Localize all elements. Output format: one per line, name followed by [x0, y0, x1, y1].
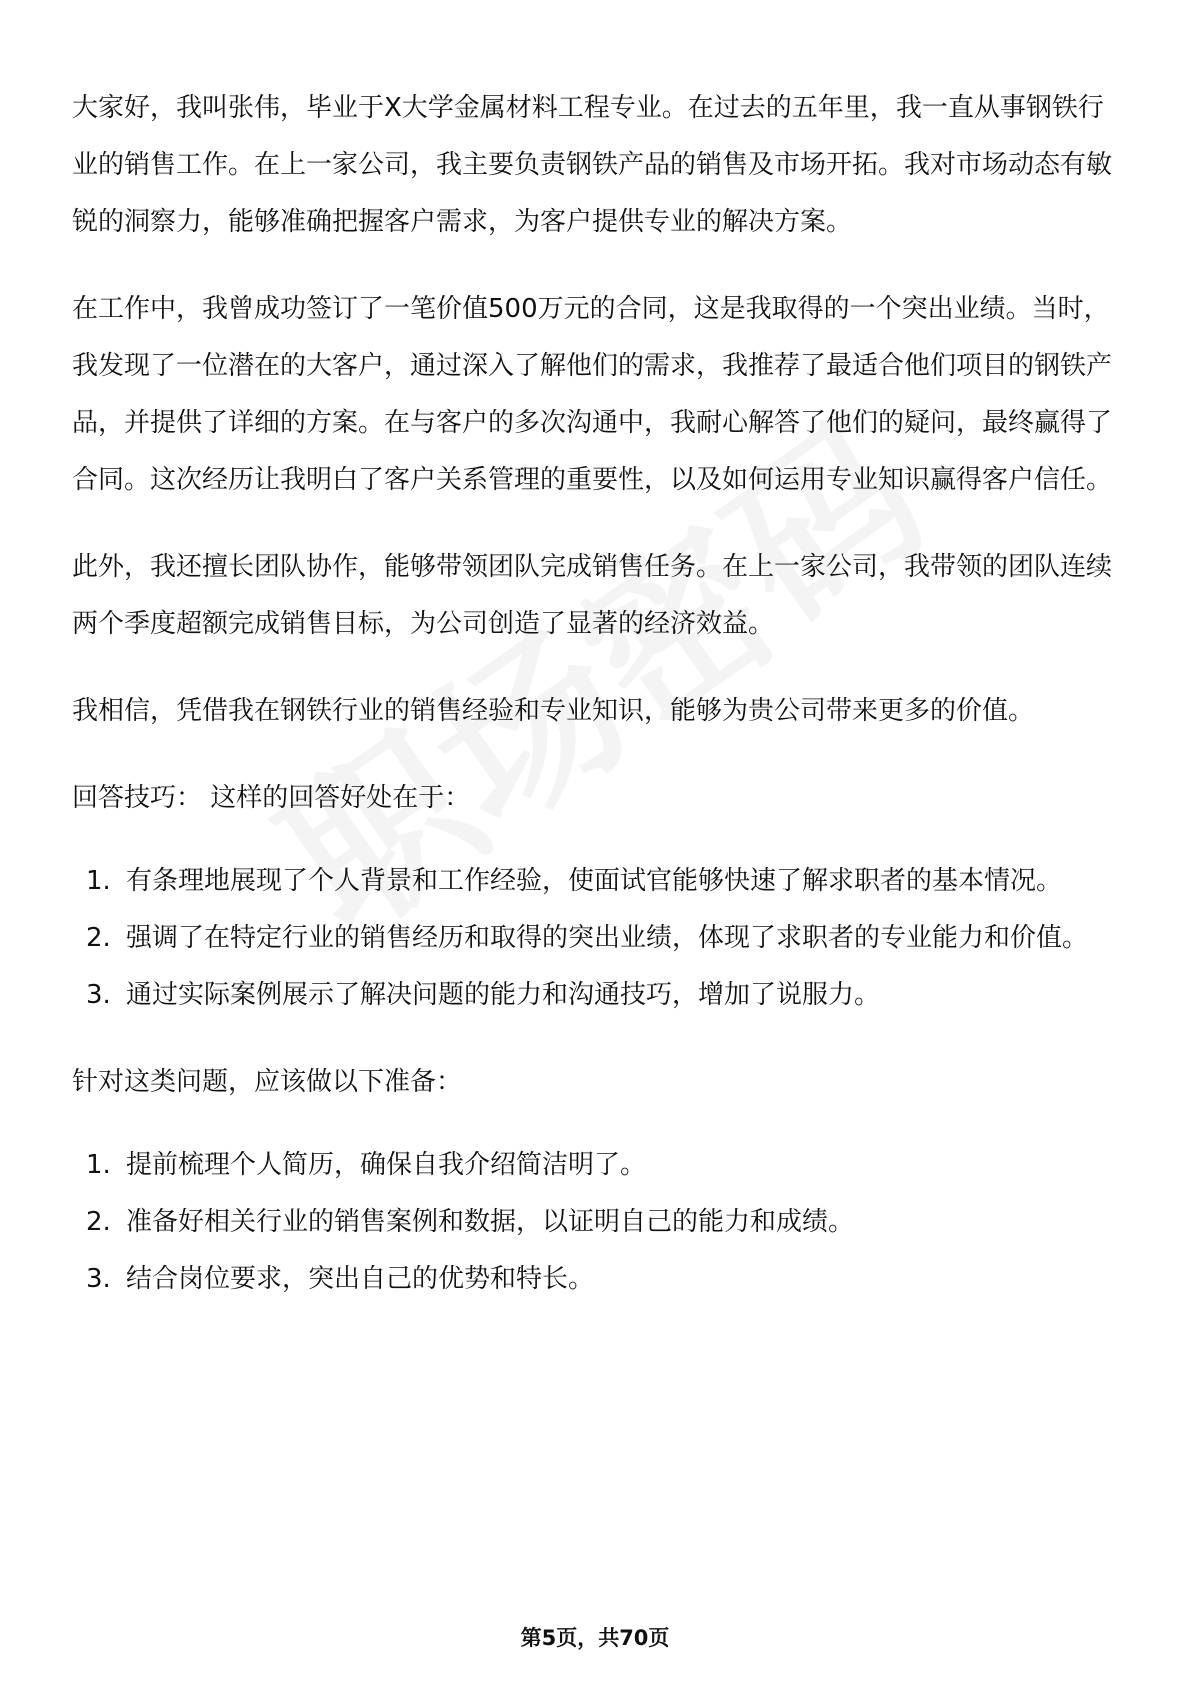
list-number: 3.	[86, 980, 111, 1010]
list-item-text: 提前梳理个人简历，确保自我介绍简洁明了。	[126, 1150, 647, 1180]
list-number: 1.	[86, 1150, 111, 1180]
list-item	[72, 1251, 1122, 1308]
prep-heading: 针对这类问题，应该做以下准备：	[72, 1067, 463, 1097]
list-item-text: 准备好相关行业的销售案例和数据，以证明自己的能力和成绩。	[126, 1207, 855, 1237]
paragraph-intro: 大家好，我叫张伟，毕业于X大学金属材料工程专业。在过去的五年里，我一直从事钢铁行业的销售工作。在上一家公司，我主要负责钢铁产品的销售及市场开拓。我对市场动态有敏锐的洞察力，能够准确把握客户需求，为客户提供专业的解决方案。	[72, 93, 1113, 237]
page-number: 第5页，共70页	[520, 1626, 670, 1650]
list-item-text: 强调了在特定行业的销售经历和取得的突出业绩，体现了求职者的专业能力和价值。	[126, 923, 1089, 953]
tips-list	[72, 853, 1122, 1024]
list-number: 2.	[86, 1207, 111, 1237]
tips-heading: 回答技巧： 这样的回答好处在于：	[72, 783, 471, 813]
list-item-text: 有条理地展现了个人背景和工作经验，使面试官能够快速了解求职者的基本情况。	[126, 866, 1063, 896]
list-item	[72, 910, 1122, 967]
list-item	[72, 1194, 1122, 1251]
prep-list	[72, 1137, 1122, 1308]
list-item-text: 通过实际案例展示了解决问题的能力和沟通技巧，增加了说服力。	[126, 980, 881, 1010]
list-number: 3.	[86, 1264, 111, 1294]
list-item	[72, 1137, 1122, 1194]
list-item-text: 结合岗位要求，突出自己的优势和特长。	[126, 1264, 595, 1294]
list-item	[72, 853, 1122, 910]
list-item	[72, 967, 1122, 1024]
paragraph-achievement: 在工作中，我曾成功签订了一笔价值500万元的合同，这是我取得的一个突出业绩。当时，我发现了一位潜在的大客户，通过深入了解他们的需求，我推荐了最适合他们项目的钢铁产品，并提供了详细的方案。在与客户的多次沟通中，我耐心解答了他们的疑问，最终赢得了合同。这次经历让我明白了客户关系管理的重要性，以及如何运用专业知识赢得客户信任。	[72, 294, 1113, 495]
list-number: 1.	[86, 866, 111, 896]
list-number: 2.	[86, 923, 111, 953]
paragraph-conclusion: 我相信，凭借我在钢铁行业的销售经验和专业知识，能够为贵公司带来更多的价值。	[72, 696, 1035, 726]
document-body	[72, 80, 1122, 1308]
paragraph-teamwork: 此外，我还擅长团队协作，能够带领团队完成销售任务。在上一家公司，我带领的团队连续两个季度超额完成销售目标，为公司创造了显著的经济效益。	[72, 552, 1113, 639]
